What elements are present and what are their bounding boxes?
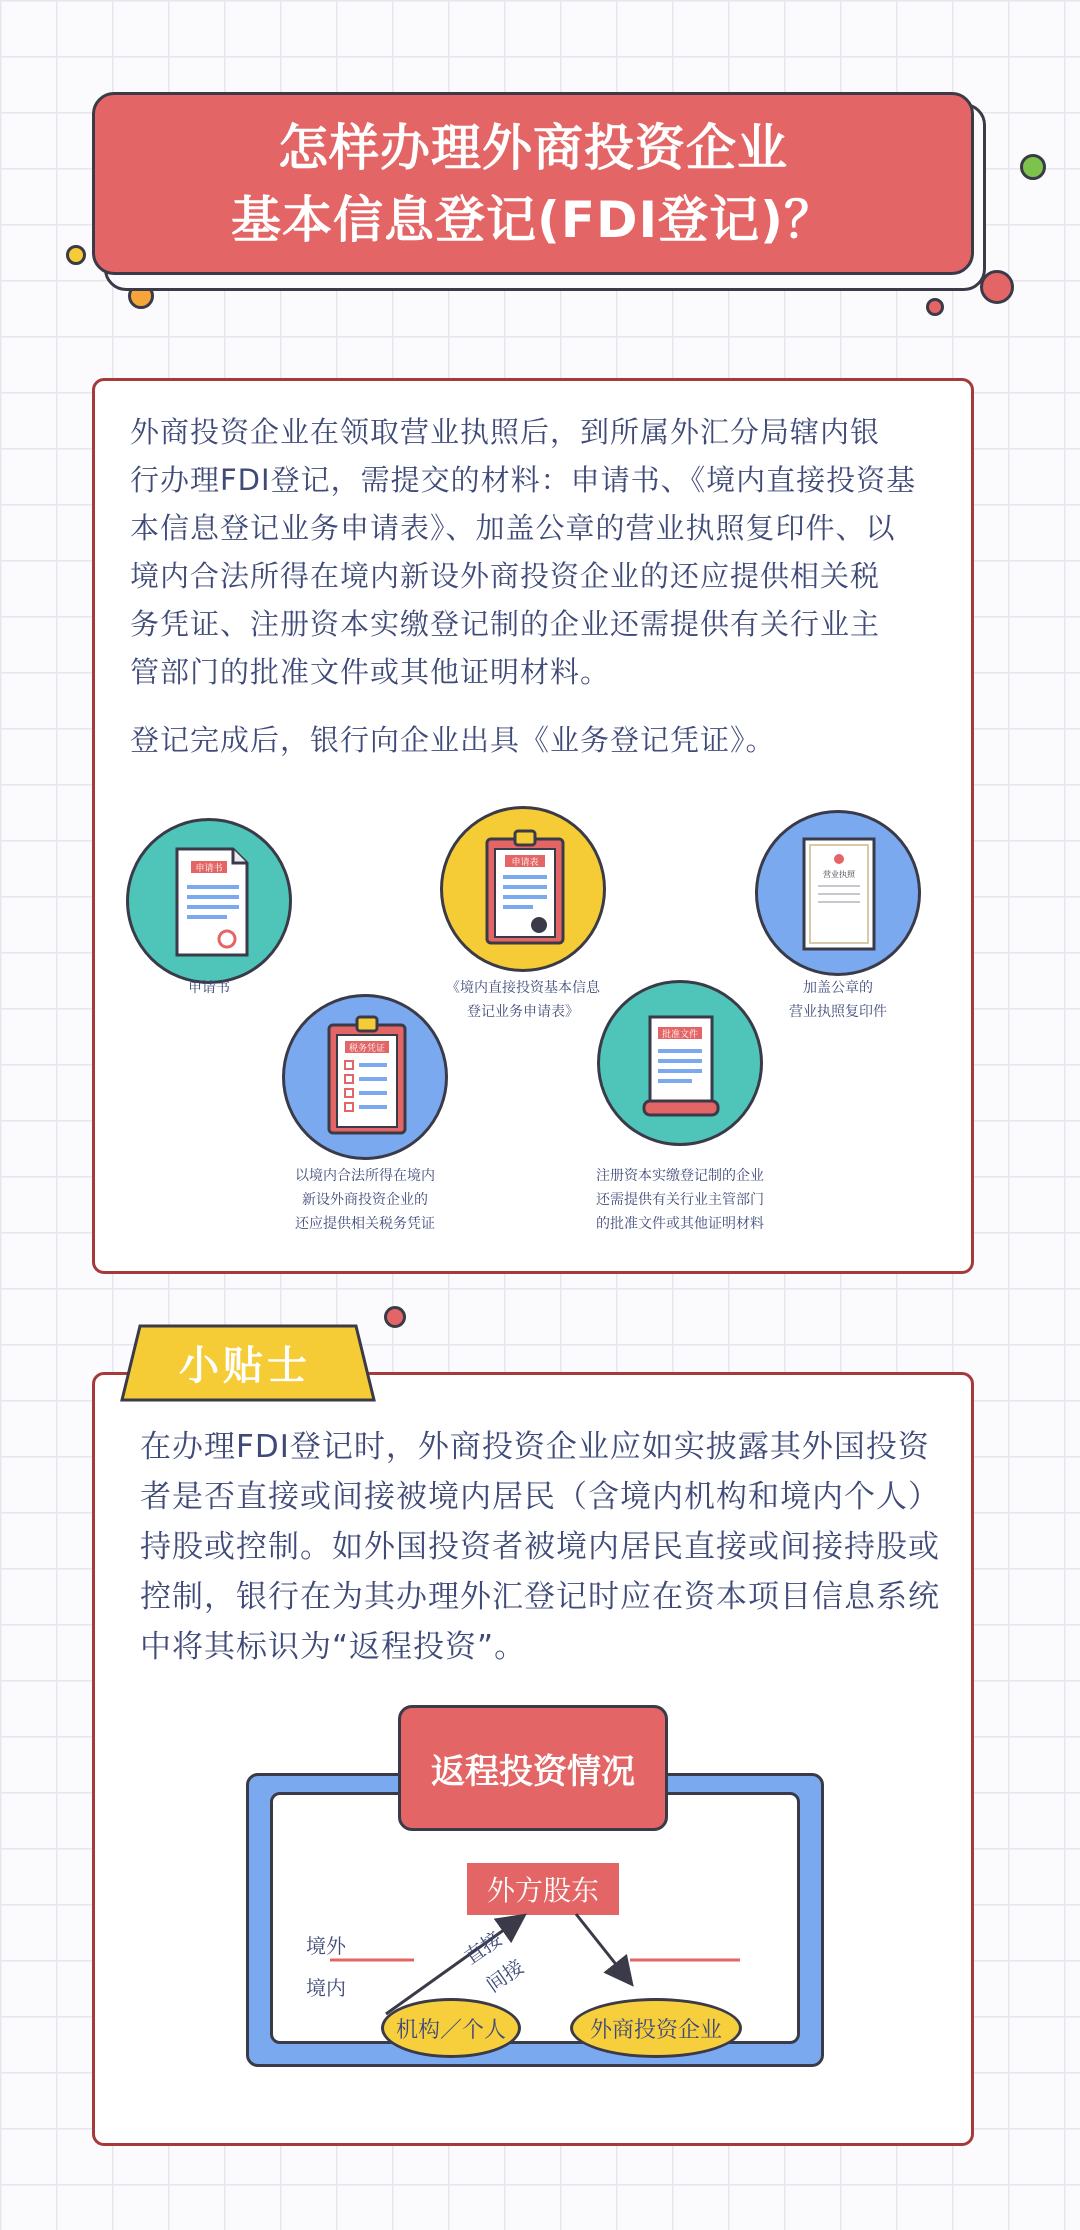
caption-line: 加盖公章的 bbox=[803, 980, 873, 996]
checklist-icon bbox=[285, 997, 445, 1157]
text-line: 务凭证、注册资本实缴登记制的企业还需提供有关行业主 bbox=[130, 607, 881, 641]
clipboard-icon bbox=[443, 809, 603, 969]
business-license-illustration bbox=[755, 810, 921, 976]
caption-line: 新设外商投资企业的 bbox=[302, 1192, 428, 1208]
caption-line: 注册资本实缴登记制的企业 bbox=[596, 1168, 764, 1184]
tips-tab-label: 小贴士 bbox=[179, 1342, 311, 1389]
text-line: 控制，银行在为其办理外汇登记时应在资本项目信息系统 bbox=[140, 1579, 940, 1615]
caption-line: 营业执照复印件 bbox=[789, 1004, 887, 1020]
doc-label: 税务凭证 bbox=[348, 1044, 386, 1054]
text-line: 行办理FDI登记，需提交的材料：申请书、《境内直接投资基 bbox=[130, 463, 917, 497]
foreign-shareholder-box: 外方股东 bbox=[467, 1863, 619, 1915]
page-title bbox=[92, 92, 974, 275]
indirect-arrow bbox=[576, 1914, 630, 1982]
text-line: 中将其标识为“返程投资”。 bbox=[140, 1629, 527, 1665]
approval-document-illustration bbox=[597, 980, 763, 1146]
caption-line: 登记业务申请表》 bbox=[467, 1004, 579, 1020]
text-line: 外商投资企业在领取营业执照后，到所属外汇分局辖内银 bbox=[130, 415, 881, 449]
text-line: 管部门的批准文件或其他证明材料。 bbox=[130, 655, 611, 689]
tax-voucher-illustration bbox=[282, 994, 448, 1160]
license-icon bbox=[758, 813, 918, 973]
caption-line: 以境内合法所得在境内 bbox=[295, 1168, 435, 1184]
material-caption bbox=[560, 1164, 800, 1236]
text-line: 本信息登记业务申请表》、加盖公章的营业执照复印件、以 bbox=[130, 511, 896, 545]
material-caption bbox=[413, 976, 633, 1024]
diagram-lines bbox=[270, 1792, 800, 2044]
tips-paragraph bbox=[140, 1422, 960, 1672]
doc-label: 批准文件 bbox=[661, 1030, 699, 1040]
material-caption bbox=[109, 976, 309, 1000]
domestic-entity-oval: 机构／个人 bbox=[381, 1998, 521, 2058]
decor-dot bbox=[384, 1306, 406, 1328]
outside-label: 境外 bbox=[306, 1934, 346, 1958]
intro-paragraph-2: 登记完成后，银行向企业出具《业务登记凭证》。 bbox=[130, 723, 776, 757]
application-form-illustration bbox=[440, 806, 606, 972]
decor-dot bbox=[926, 298, 944, 316]
text-line: 境内合法所得在境内新设外商投资企业的还应提供相关税 bbox=[130, 559, 881, 593]
caption-line: 还应提供相关税务凭证 bbox=[295, 1216, 435, 1232]
doc-label: 申请书 bbox=[195, 864, 223, 874]
caption-line: 还需提供有关行业主管部门 bbox=[596, 1192, 764, 1208]
indirect-label: 间接 bbox=[481, 1954, 529, 1998]
inside-label: 境内 bbox=[306, 1976, 346, 2000]
intro-paragraph bbox=[130, 408, 950, 696]
decor-dot bbox=[66, 245, 86, 265]
decor-dot bbox=[1020, 154, 1046, 180]
diagram-title: 返程投资情况 bbox=[398, 1705, 668, 1831]
title-line-2: 基本信息登记(FDI登记)？ bbox=[231, 190, 835, 249]
material-caption bbox=[738, 976, 938, 1024]
title-line-1: 怎样办理外商投资企业 bbox=[278, 118, 788, 177]
caption-line: 申请书 bbox=[188, 980, 230, 996]
text-line: 者是否直接或间接被境内居民（含境内机构和境内个人） bbox=[140, 1479, 940, 1515]
application-letter-illustration bbox=[126, 818, 292, 984]
document-icon bbox=[129, 821, 289, 981]
caption-line: 《境内直接投资基本信息 bbox=[446, 980, 600, 996]
material-caption bbox=[255, 1164, 475, 1236]
caption-line: 的批准文件或其他证明材料 bbox=[596, 1216, 764, 1232]
text-line: 在办理FDI登记时，外商投资企业应如实披露其外国投资 bbox=[140, 1429, 930, 1465]
fie-oval: 外商投资企业 bbox=[570, 1998, 742, 2058]
text-line: 持股或控制。如外国投资者被境内居民直接或间接持股或 bbox=[140, 1529, 940, 1565]
direct-label: 直接 bbox=[459, 1926, 507, 1970]
scroll-icon bbox=[600, 983, 760, 1143]
doc-label: 营业执照 bbox=[823, 870, 855, 879]
doc-label: 申请表 bbox=[511, 858, 539, 868]
